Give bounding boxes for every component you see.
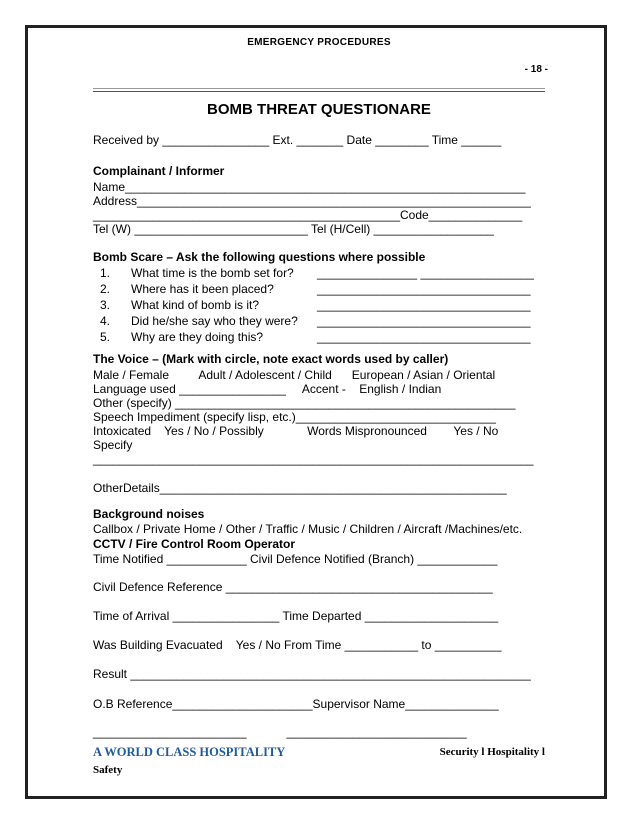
question-text: What time is the bomb set for?	[131, 266, 294, 280]
background-noises-line: Callbox / Private Home / Other / Traffic / Music / Children / Aircraft /Machines/etc.	[93, 522, 523, 536]
question-number: 3.	[100, 298, 111, 312]
ob-reference-line: O.B Reference_____________________Supervisor Name______________	[93, 697, 499, 711]
footer-brand: A WORLD CLASS HOSPITALITY	[93, 745, 286, 759]
header-rule-top	[93, 88, 545, 89]
question-text: Where has it been placed?	[131, 282, 274, 296]
question-text: What kind of bomb is it?	[131, 298, 260, 312]
voice-specify-line: __________________________________________________________________	[93, 452, 534, 466]
question-answer-line: ________________________________	[317, 330, 531, 344]
section-header: EMERGENCY PROCEDURES	[247, 37, 391, 48]
bomb-scare-heading: Bomb Scare – Ask the following questions where possible	[93, 250, 426, 264]
question-number: 5.	[100, 330, 111, 344]
question-text: Why are they doing this?	[131, 330, 264, 344]
result-line: Result ____________________________________________________________	[93, 667, 531, 681]
complainant-heading: Complainant / Informer	[93, 164, 225, 178]
time-of-arrival-line: Time of Arrival ________________ Time Departed ____________________	[93, 609, 499, 623]
voice-specify-label: Specify	[93, 438, 133, 452]
cctv-heading: CCTV / Fire Control Room Operator	[93, 537, 296, 551]
voice-intoxicated-line: Intoxicated Yes / No / Possibly Words Mispronounced Yes / No	[93, 424, 499, 438]
tel-field: Tel (W) __________________________ Tel (H/Cell) __________________	[93, 222, 494, 236]
name-field: Name____________________________________________________________	[93, 180, 526, 194]
question-answer-line: ________________________________	[317, 314, 531, 328]
question-answer-line: ________________________________	[317, 282, 531, 296]
question-text: Did he/she say who they were?	[131, 314, 298, 328]
received-by-line: Received by ________________ Ext. _______ Date ________ Time ______	[93, 133, 502, 147]
question-number: 1.	[100, 266, 111, 280]
voice-speech-line: Speech Impediment (specify lisp, etc.)______________________________	[93, 410, 496, 424]
address-field: Address___________________________________________________________	[93, 194, 531, 208]
header-rule-bottom	[93, 91, 545, 92]
voice-gender-age-line: Male / Female Adult / Adolescent / Child European / Asian / Oriental	[93, 368, 496, 382]
question-number: 2.	[100, 282, 111, 296]
building-evacuated-line: Was Building Evacuated Yes / No From Time ___________ to __________	[93, 638, 502, 652]
voice-heading: The Voice – (Mark with circle, note exact words used by caller)	[93, 352, 449, 366]
time-notified-line: Time Notified ____________ Civil Defence Notified (Branch) ____________	[93, 552, 498, 566]
page-number: - 18 -	[524, 64, 548, 75]
signature-lines: _______________________ ___________________________	[93, 725, 467, 739]
footer-tagline: Security l Hospitality l	[439, 746, 545, 758]
footer-tagline-continued: Safety	[93, 764, 123, 776]
background-heading: Background noises	[93, 507, 205, 521]
civil-defence-reference-line: Civil Defence Reference ________________________________________	[93, 580, 493, 594]
question-number: 4.	[100, 314, 111, 328]
voice-other-line: Other (specify) ___________________________________________________	[93, 396, 516, 410]
code-field: ______________________________________________Code______________	[93, 208, 523, 222]
other-details-line: OtherDetails____________________________________________________	[93, 481, 507, 495]
question-answer-line: _______________ _________________	[317, 266, 534, 280]
form-title: BOMB THREAT QUESTIONARE	[207, 101, 431, 118]
question-answer-line: ________________________________	[317, 298, 531, 312]
voice-language-line: Language used ________________ Accent - English / Indian	[93, 382, 442, 396]
